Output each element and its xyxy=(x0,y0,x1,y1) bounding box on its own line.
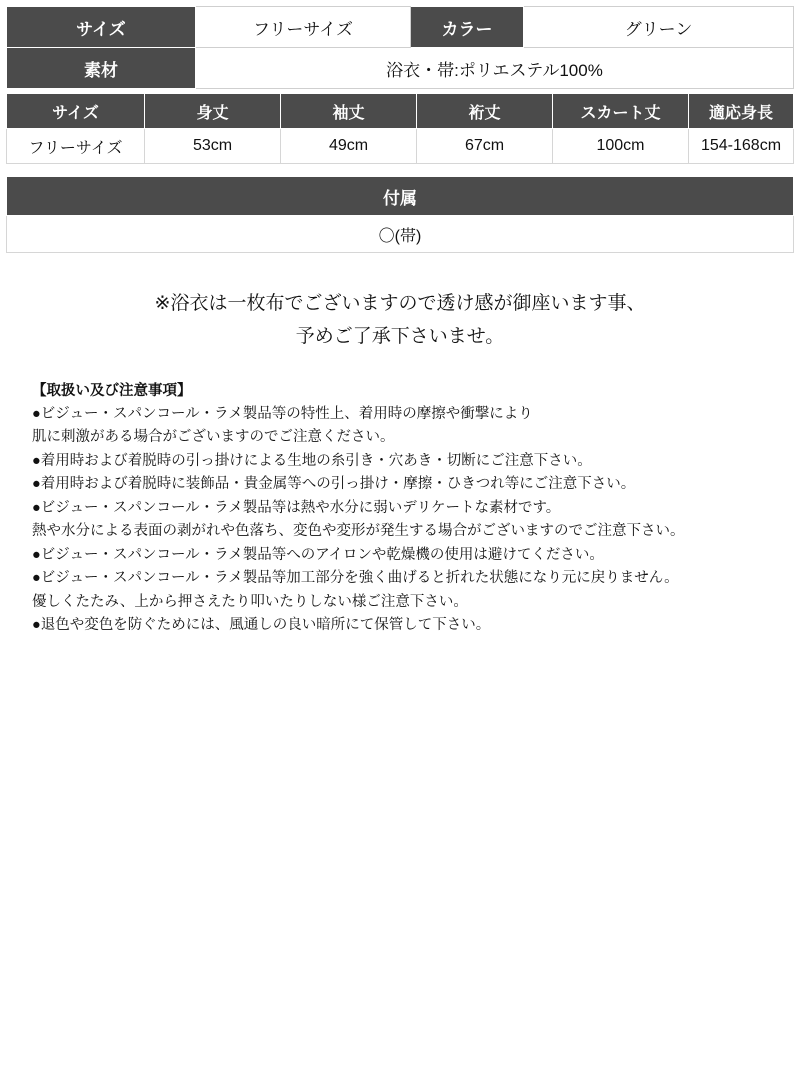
care-line: 熱や水分による表面の剥がれや色落ち、変色や変形が発生する場合がございますのでご注意下さい。 xyxy=(32,523,685,540)
notice-line-2: 予めご了承下さいませ。 xyxy=(295,326,505,348)
care-line: ●着用時および着脱時の引っ掛けによる生地の糸引き・穴あき・切断にご注意下さい。 xyxy=(32,452,592,469)
accessory-header: 付属 xyxy=(7,177,794,216)
care-line: ●退色や変色を防ぐためには、風通しの良い暗所にて保管して下さい。 xyxy=(32,617,491,634)
transparency-notice xyxy=(6,287,794,354)
accessory-value: 〇(帯) xyxy=(7,216,794,253)
cell-shoulder-sleeve: 67cm xyxy=(417,129,553,164)
col-header-shoulder-sleeve: 裄丈 xyxy=(417,94,553,129)
col-header-size: サイズ xyxy=(7,94,145,129)
col-header-length: 身丈 xyxy=(145,94,281,129)
cell-height: 154-168cm xyxy=(689,129,794,164)
spec-label-size: サイズ xyxy=(7,7,196,48)
col-header-sleeve: 袖丈 xyxy=(281,94,417,129)
spec-label-color: カラー xyxy=(411,7,524,48)
care-line: 肌に刺激がある場合がございますのでご注意ください。 xyxy=(32,429,395,446)
spec-value-color: グリーン xyxy=(524,7,794,48)
spec-table xyxy=(6,6,794,89)
col-header-skirt: スカート丈 xyxy=(553,94,689,129)
spec-value-material: 浴衣・帯:ポリエステル100% xyxy=(196,48,794,89)
notice-line-1: ※浴衣は一枚布でございますので透け感が御座います事、 xyxy=(154,293,646,314)
spec-label-material: 素材 xyxy=(7,48,196,89)
table-header-row xyxy=(7,177,794,216)
cell-size: フリーサイズ xyxy=(7,129,145,164)
table-header-row xyxy=(7,94,794,129)
care-line: ●着用時および着脱時に装飾品・貴金属等への引っ掛け・摩擦・ひきつれ等にご注意下さい。 xyxy=(32,476,636,493)
care-line: ●ビジュー・スパンコール・ラメ製品等加工部分を強く曲げると折れた状態になり元に戻りません。 xyxy=(32,570,679,587)
cell-length: 53cm xyxy=(145,129,281,164)
care-line: ●ビジュー・スパンコール・ラメ製品等へのアイロンや乾燥機の使用は避けてください。 xyxy=(32,546,604,563)
spec-value-size: フリーサイズ xyxy=(196,7,411,48)
table-row xyxy=(7,48,794,89)
care-line: ●ビジュー・スパンコール・ラメ製品等は熱や水分に弱いデリケートな素材です。 xyxy=(32,499,561,516)
col-header-height: 適応身長 xyxy=(689,94,794,129)
care-line: 優しくたたみ、上から押さえたり叩いたりしない様ご注意下さい。 xyxy=(32,593,468,610)
care-line: ●ビジュー・スパンコール・ラメ製品等の特性上、着用時の摩擦や衝撃により xyxy=(32,405,533,422)
accessory-table xyxy=(6,176,794,253)
cell-skirt: 100cm xyxy=(553,129,689,164)
cell-sleeve: 49cm xyxy=(281,129,417,164)
care-instructions xyxy=(6,380,794,638)
measurement-table xyxy=(6,93,794,164)
table-row xyxy=(7,129,794,164)
care-title: 【取扱い及び注意事項】 xyxy=(32,382,192,399)
table-row xyxy=(7,7,794,48)
table-row xyxy=(7,216,794,253)
